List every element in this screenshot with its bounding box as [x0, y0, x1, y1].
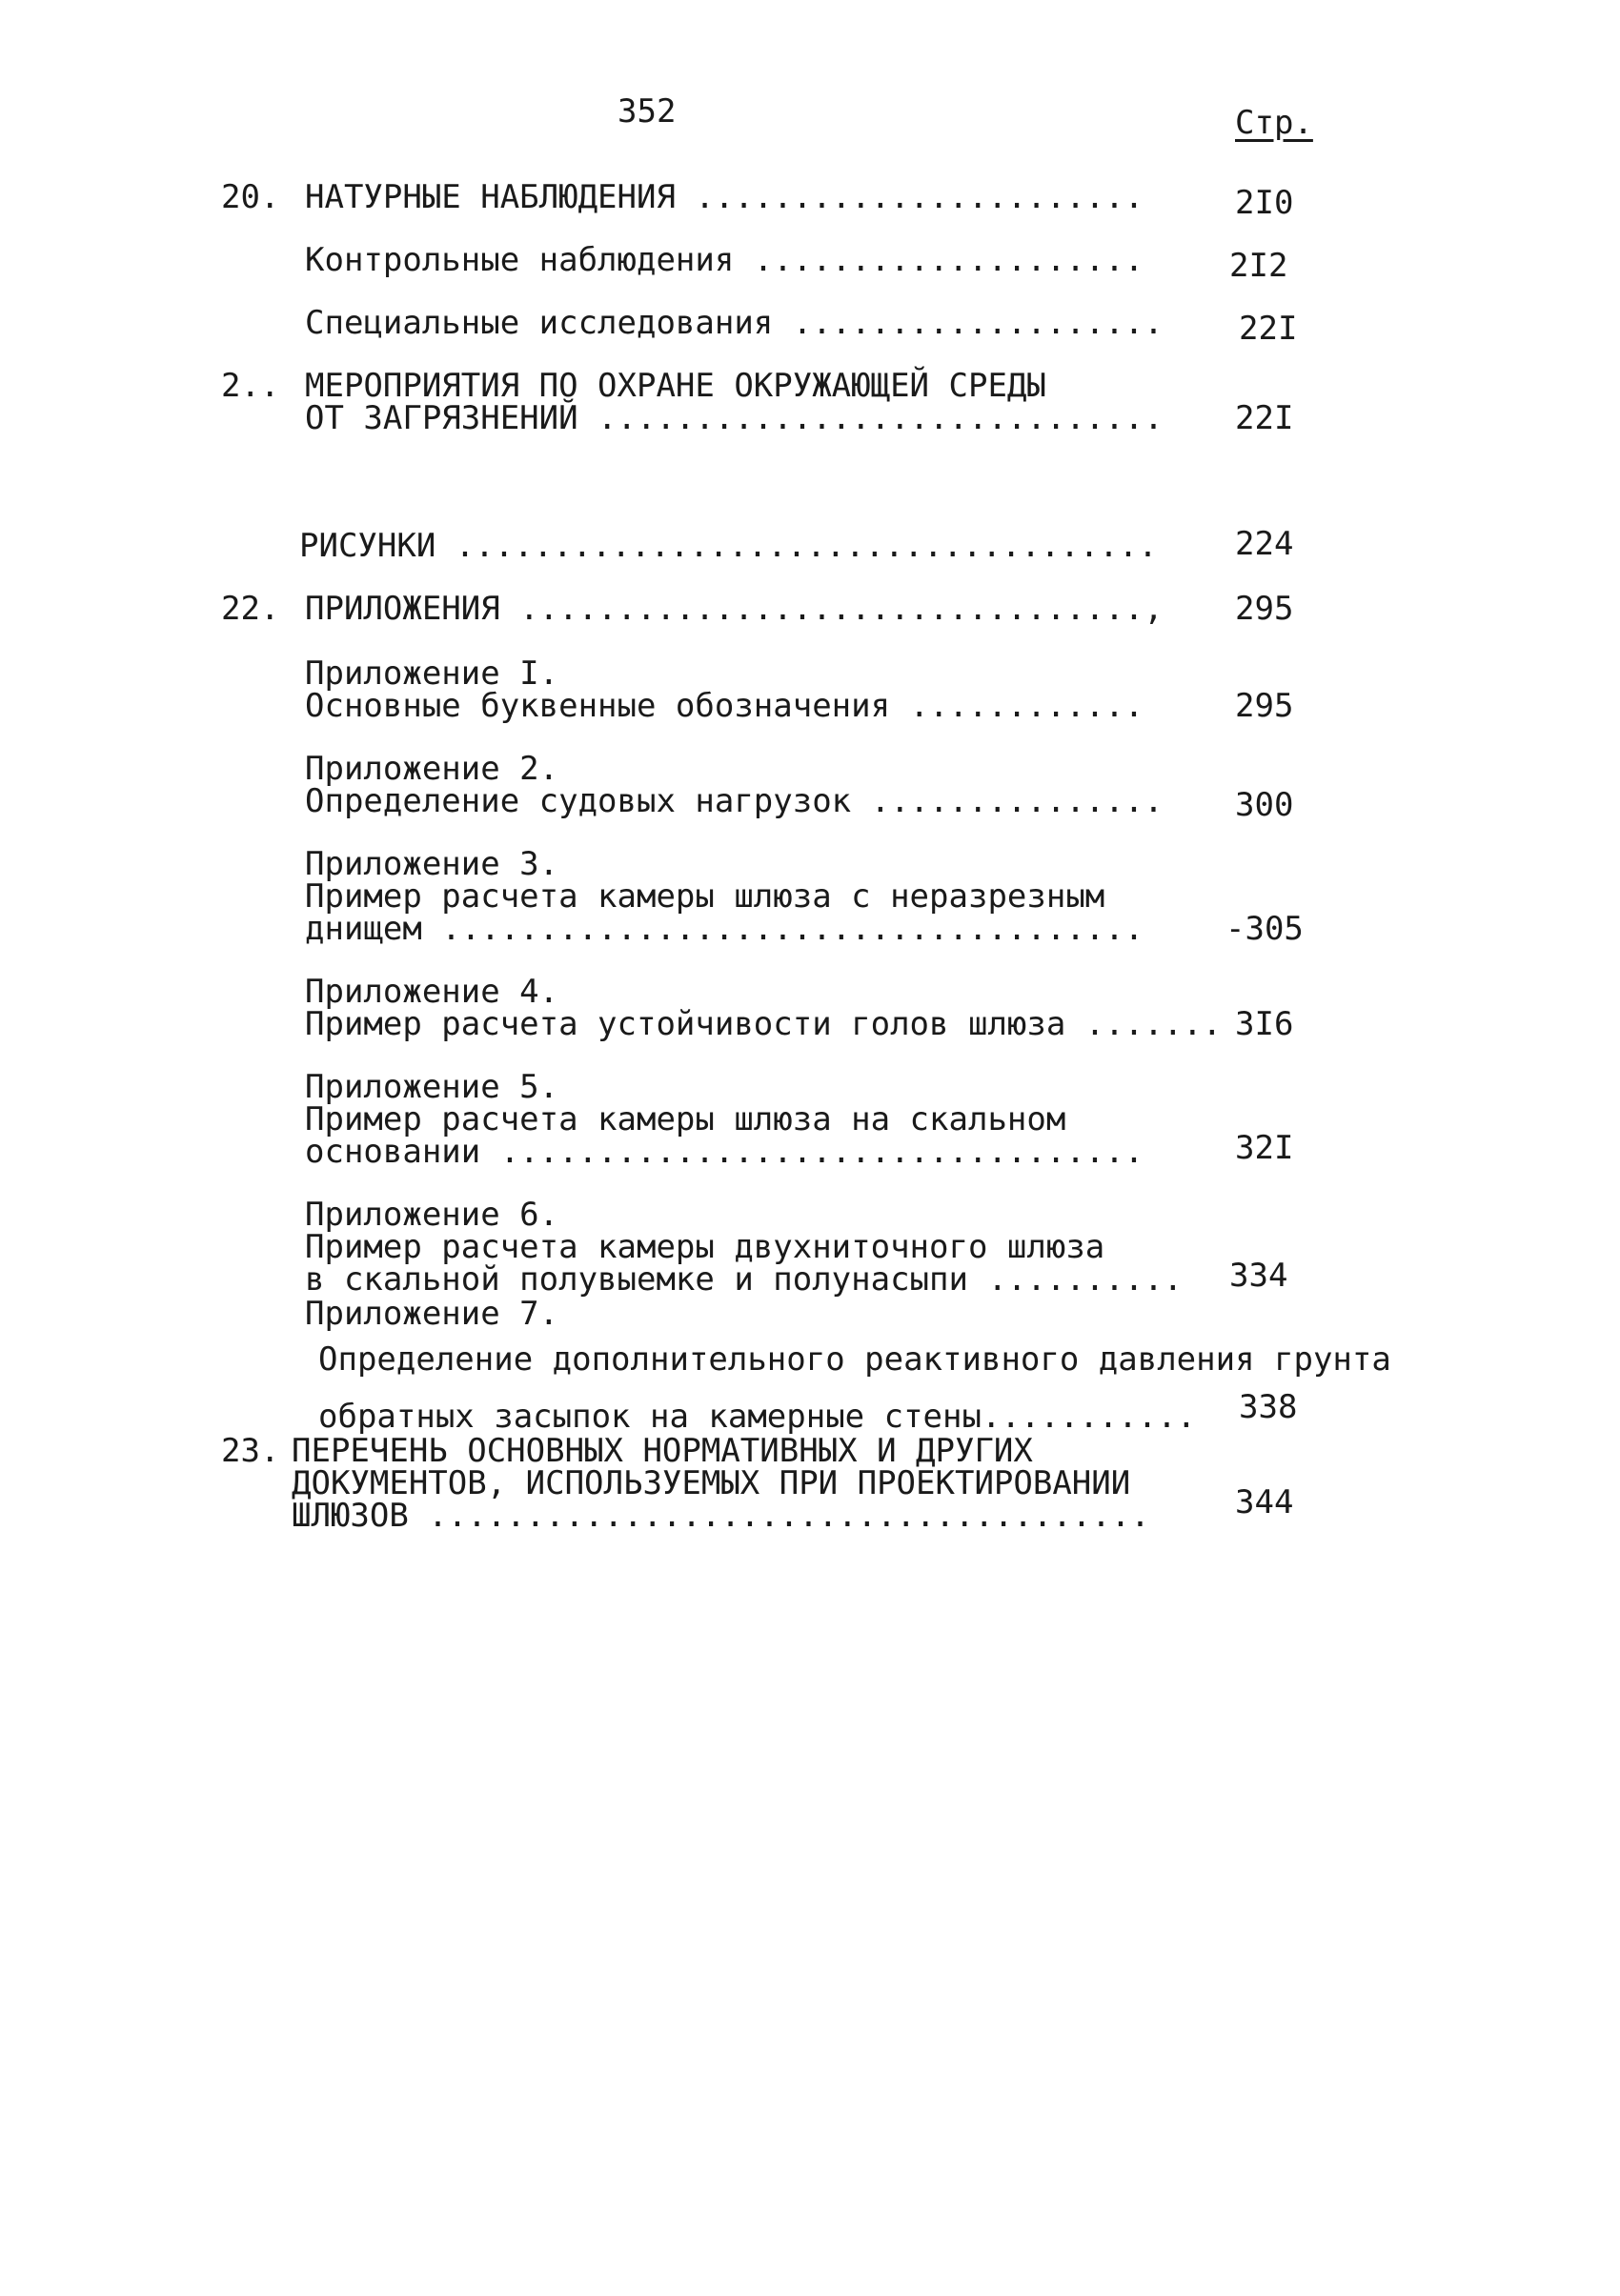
- entry-title-line: ПЕРЕЧЕНЬ ОСНОВНЫХ НОРМАТИВНЫХ И ДРУГИХ: [292, 1432, 1033, 1470]
- entry-page: 334: [1229, 1257, 1288, 1295]
- entry-title-line: Приложение 4.: [305, 973, 559, 1011]
- entry-page: 300: [1235, 786, 1294, 824]
- entry-title-line: Приложение I.: [305, 655, 559, 693]
- entry-title: Специальные исследования ...................: [305, 304, 1164, 342]
- entry-title-line: ШЛЮЗОВ .....................................: [292, 1497, 1150, 1535]
- entry-title-line: обратных засыпок на камерные стены...........: [318, 1398, 1197, 1436]
- entry-title-line: Пример расчета камеры шлюза на скальном: [305, 1100, 1066, 1138]
- entry-title-line: Приложение 3.: [305, 845, 559, 883]
- entry-title-line: ДОКУМЕНТОВ, ИСПОЛЬЗУЕМЫХ ПРИ ПРОЕКТИРОВАНИИ: [292, 1464, 1131, 1502]
- page-column-header: Стр.: [1235, 104, 1313, 142]
- entry-page: 32I: [1235, 1129, 1294, 1167]
- entry-title-line: ОТ ЗАГРЯЗНЕНИЙ .............................: [305, 399, 1164, 437]
- entry-page: 22I: [1239, 310, 1298, 348]
- entry-title-line: Приложение 5.: [305, 1068, 559, 1106]
- entry-page: -305: [1225, 910, 1304, 948]
- entry-title-line: Пример расчета камеры шлюза с неразрезным: [305, 877, 1105, 916]
- entry-title-line: Пример расчета камеры двухниточного шлюза: [305, 1228, 1105, 1266]
- entry-page: 2I0: [1235, 184, 1294, 222]
- entry-title-line: Определение дополнительного реактивного давления грунта: [318, 1340, 1391, 1379]
- entry-number: 22.: [221, 590, 280, 628]
- entry-title-line: основании .................................: [305, 1133, 1144, 1171]
- entry-number: 2..: [221, 367, 280, 405]
- entry-page: 344: [1235, 1483, 1294, 1521]
- entry-page: 295: [1235, 590, 1294, 628]
- entry-page: 22I: [1235, 399, 1294, 437]
- entry-title-line: Пример расчета устойчивости голов шлюза .......: [305, 1005, 1223, 1043]
- entry-number: 23.: [221, 1432, 280, 1470]
- entry-title-line: Определение судовых нагрузок ...............: [305, 782, 1164, 820]
- entry-page: 224: [1235, 525, 1294, 563]
- entry-title: ПРИЛОЖЕНИЯ ................................,: [305, 590, 1164, 628]
- entry-page: 2I2: [1229, 247, 1288, 285]
- entry-title-line: Приложение 2.: [305, 750, 559, 788]
- entry-title-line: Приложение 6.: [305, 1196, 559, 1234]
- entry-title-line: в скальной полувыемке и полунасыпи ..........: [305, 1260, 1184, 1299]
- page-number: 352: [618, 92, 677, 131]
- entry-page: 295: [1235, 687, 1294, 725]
- entry-title-line: Основные буквенные обозначения ............: [305, 687, 1144, 725]
- entry-page: 3I6: [1235, 1005, 1294, 1043]
- entry-title: НАТУРНЫЕ НАБЛЮДЕНИЯ .......................: [305, 178, 1144, 216]
- entry-title-line: днищем ....................................: [305, 910, 1144, 948]
- entry-page: 338: [1239, 1388, 1298, 1426]
- entry-title: РИСУНКИ ....................................: [299, 527, 1158, 565]
- entry-title: Контрольные наблюдения ....................: [305, 241, 1144, 279]
- entry-number: 20.: [221, 178, 280, 216]
- entry-title-line: МЕРОПРИЯТИЯ ПО ОХРАНЕ ОКРУЖАЮЩЕЙ СРЕДЫ: [305, 367, 1046, 405]
- entry-title-line: Приложение 7.: [305, 1295, 559, 1333]
